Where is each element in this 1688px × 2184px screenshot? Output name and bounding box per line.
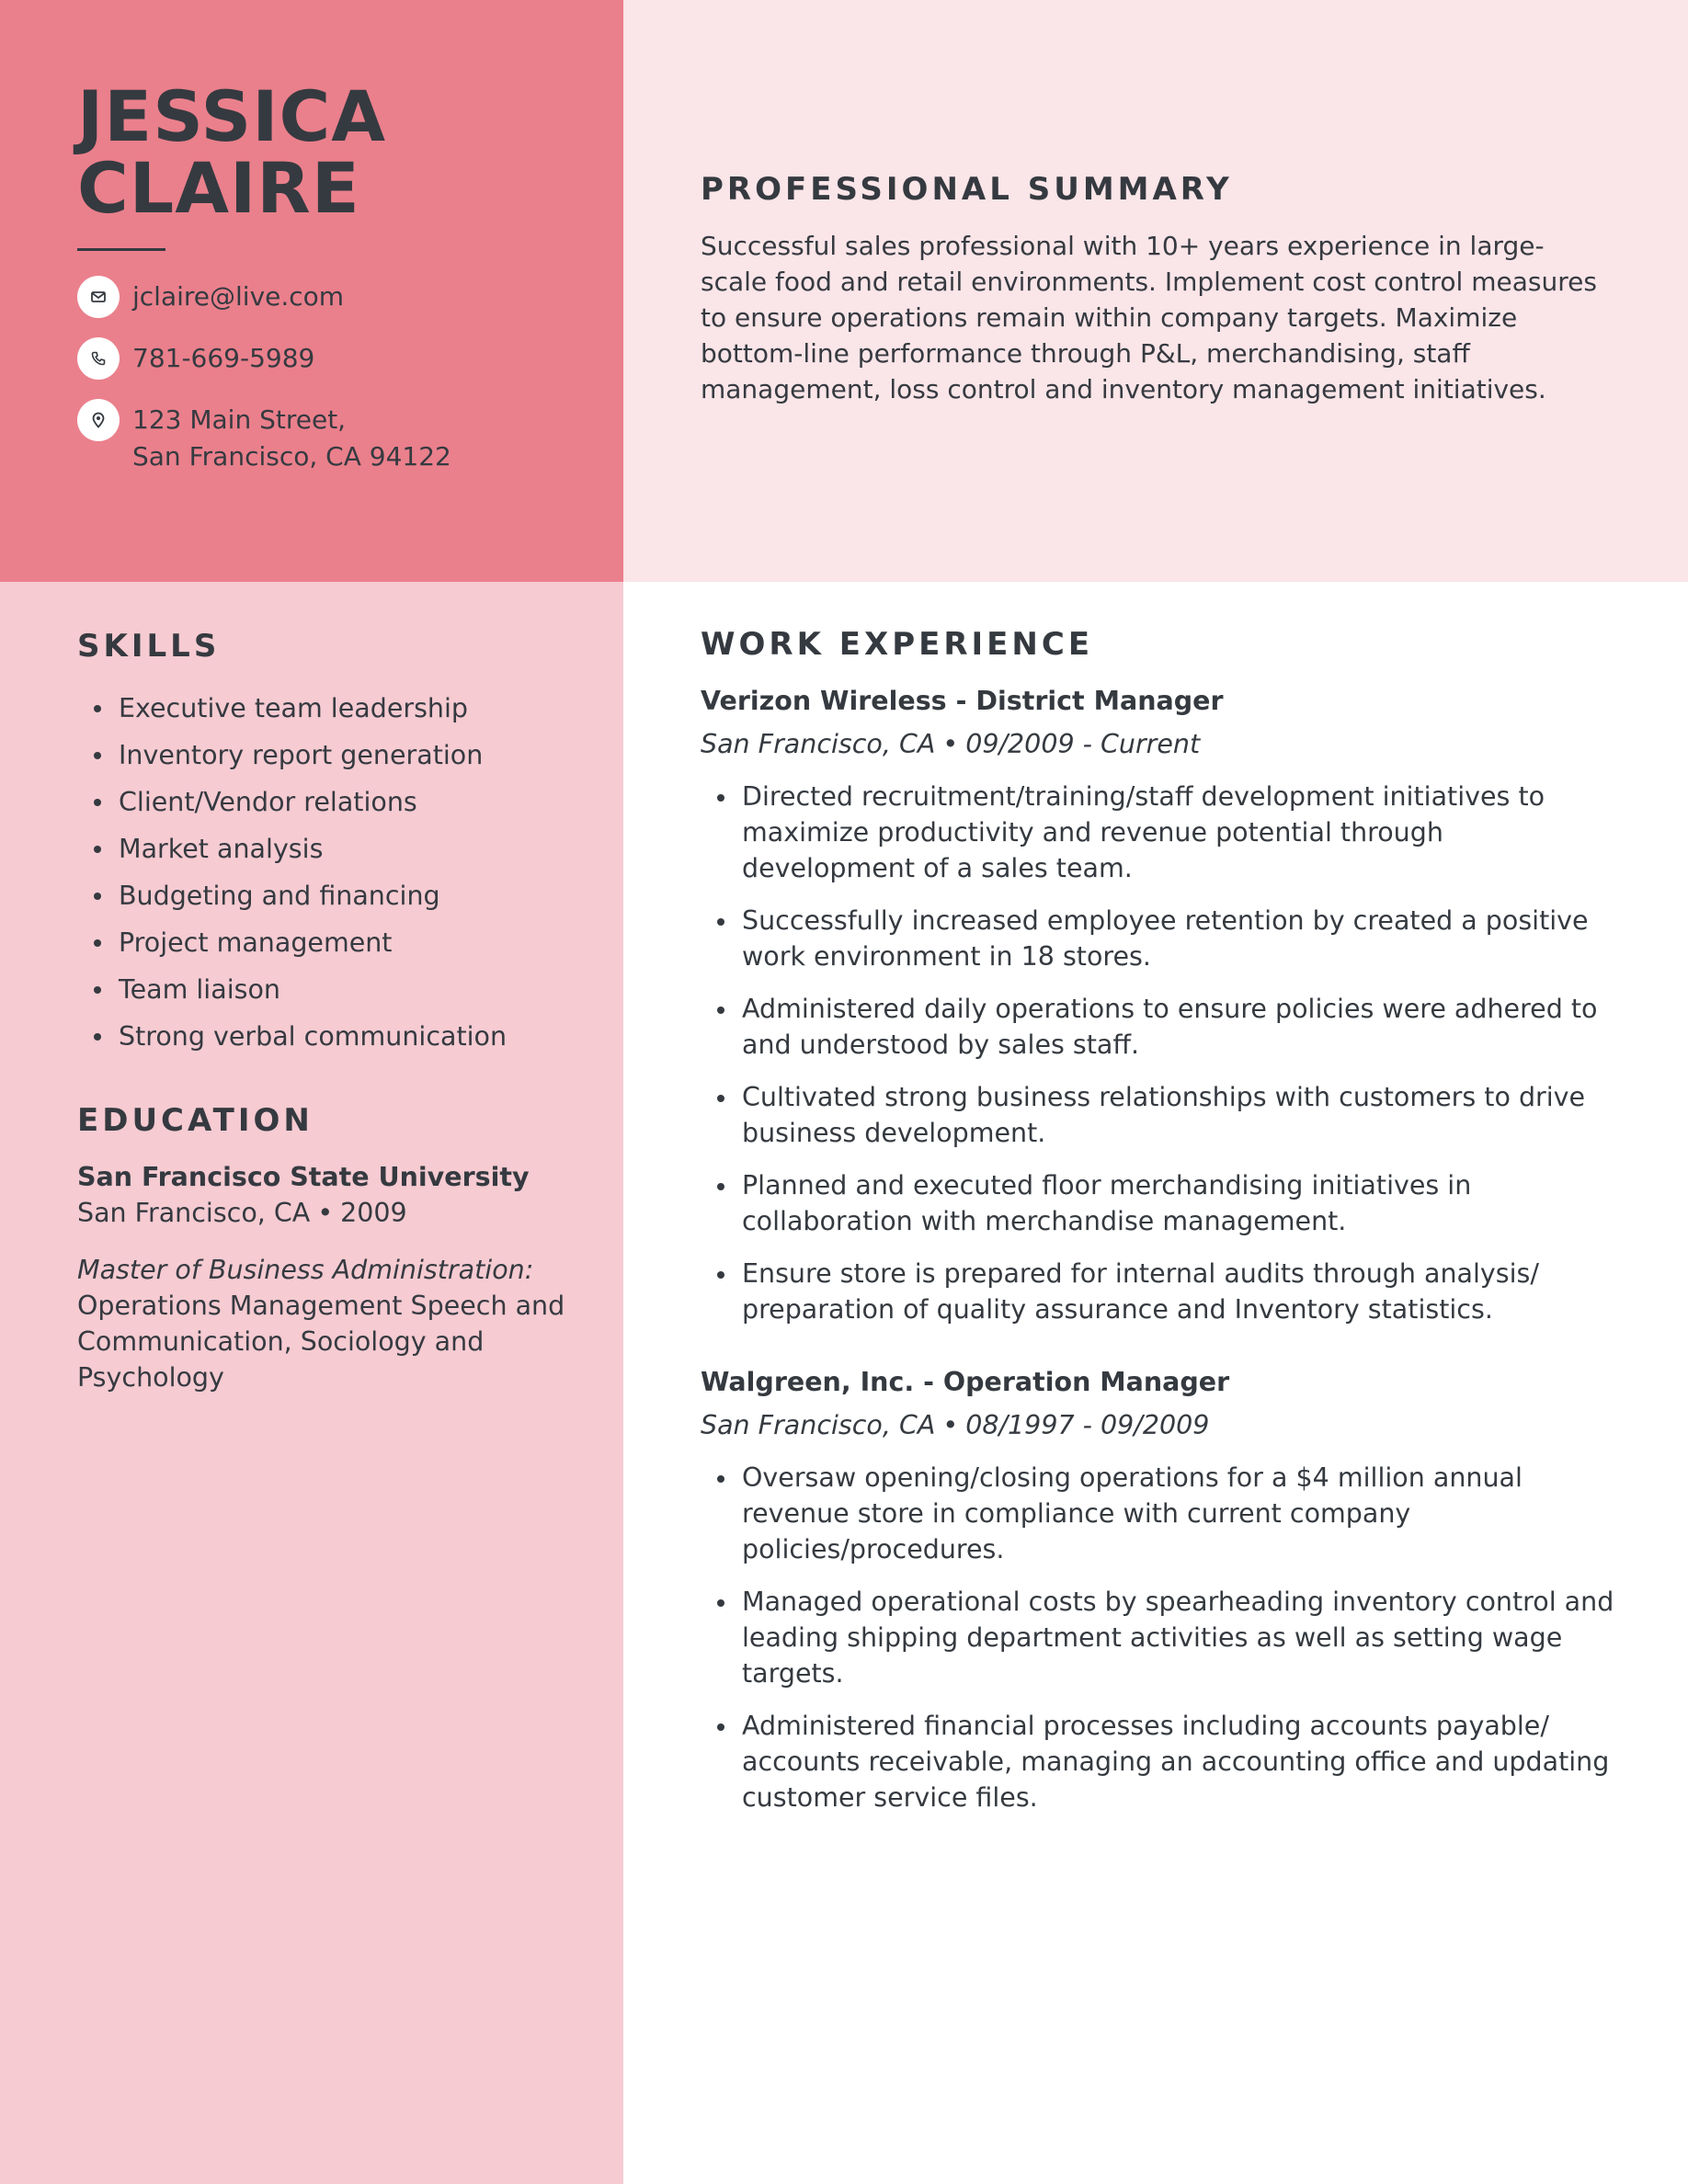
- address-line-2: San Francisco, CA 94122: [132, 441, 451, 472]
- education-year: 2009: [340, 1198, 407, 1228]
- contact-phone: [77, 340, 623, 380]
- list-item: Administered daily operations to ensure policies were adhered to and understood by sales staff.: [701, 991, 1614, 1063]
- list-item: Directed recruitment/training/staff development initiatives to maximize productivity and revenue potential through development of a sales team.: [701, 779, 1614, 886]
- name-first: JESSICA: [77, 75, 387, 157]
- job-bullets: [701, 779, 1614, 1327]
- job-entry: [701, 1364, 1614, 1815]
- email-link[interactable]: jclaire@live.com: [132, 281, 345, 312]
- job-location: San Francisco, CA: [701, 729, 936, 759]
- summary-text: Successful sales professional with 10+ years experience in large-scale food and retail environments. Implement cost control measures to ensure operations remain within company targets. Maximize bottom-line performance through P&L, merchandising, staff management, loss control and inventory management initiatives.: [701, 231, 1597, 404]
- separator-dot: •: [317, 1198, 334, 1228]
- contact-email: [77, 279, 623, 318]
- list-item: Inventory report generation: [77, 732, 568, 779]
- job-meta: [701, 1407, 1614, 1443]
- list-item: Executive team leadership: [77, 685, 568, 732]
- separator-dot: •: [942, 1410, 959, 1440]
- phone-icon: [77, 337, 120, 380]
- sidebar: [0, 582, 623, 2184]
- list-item: Team liaison: [77, 966, 568, 1013]
- skills-list: [77, 685, 568, 1060]
- list-item: Administered financial processes including accounts payable/ accounts receivable, managing an accounting office and updating customer service files.: [701, 1708, 1614, 1815]
- list-item: Cultivated strong business relationships with customers to drive business development.: [701, 1079, 1614, 1151]
- education-school: San Francisco State University: [77, 1162, 530, 1192]
- skills-title: SKILLS: [77, 628, 221, 665]
- education-meta: [77, 1195, 568, 1231]
- list-item: Strong verbal communication: [77, 1013, 568, 1060]
- contact-address: [77, 402, 623, 475]
- list-item: Oversaw opening/closing operations for a $4 million annual revenue store in compliance with current company policies/procedures.: [701, 1460, 1614, 1567]
- job-dates: 09/2009 - Current: [965, 729, 1201, 759]
- name-last: CLAIRE: [77, 147, 360, 229]
- list-item: Client/Vendor relations: [77, 779, 568, 825]
- list-item: Market analysis: [77, 825, 568, 872]
- education-location: San Francisco, CA: [77, 1198, 311, 1228]
- education-details: Operations Management Speech and Communication, Sociology and Psychology: [77, 1291, 565, 1393]
- job-entry: [701, 683, 1614, 1327]
- job-dates: 08/1997 - 09/2009: [965, 1410, 1210, 1440]
- header-name-panel: [0, 0, 623, 582]
- job-title: Verizon Wireless - District Manager: [701, 686, 1224, 716]
- envelope-icon: [77, 276, 120, 318]
- job-meta: [701, 726, 1614, 762]
- summary-title: PROFESSIONAL SUMMARY: [701, 171, 1233, 208]
- separator-dot: •: [942, 729, 959, 759]
- list-item: Project management: [77, 919, 568, 966]
- list-item: Ensure store is prepared for internal audits through analysis/ preparation of quality assurance and Inventory statistics.: [701, 1256, 1614, 1327]
- phone-number[interactable]: 781-669-5989: [132, 343, 315, 373]
- map-pin-icon: [77, 399, 120, 441]
- name-divider: [77, 248, 165, 251]
- education-degree-block: [77, 1252, 568, 1395]
- list-item: Successfully increased employee retention by created a positive work environment in 18 stores.: [701, 903, 1614, 974]
- job-title: Walgreen, Inc. - Operation Manager: [701, 1367, 1230, 1397]
- education-degree: Master of Business Administration:: [77, 1255, 534, 1285]
- experience-title: WORK EXPERIENCE: [701, 626, 1094, 663]
- list-item: Managed operational costs by spearheading inventory control and leading shipping department activities as well as setting wage targets.: [701, 1584, 1614, 1691]
- education-title: EDUCATION: [77, 1102, 314, 1139]
- job-bullets: [701, 1460, 1614, 1815]
- list-item: Planned and executed floor merchandising initiatives in collaboration with merchandise management.: [701, 1167, 1614, 1239]
- address-line-1: 123 Main Street,: [132, 404, 347, 435]
- job-location: San Francisco, CA: [701, 1410, 936, 1440]
- list-item: Budgeting and financing: [77, 872, 568, 919]
- experience-panel: [623, 582, 1688, 2184]
- summary-panel: [623, 0, 1688, 582]
